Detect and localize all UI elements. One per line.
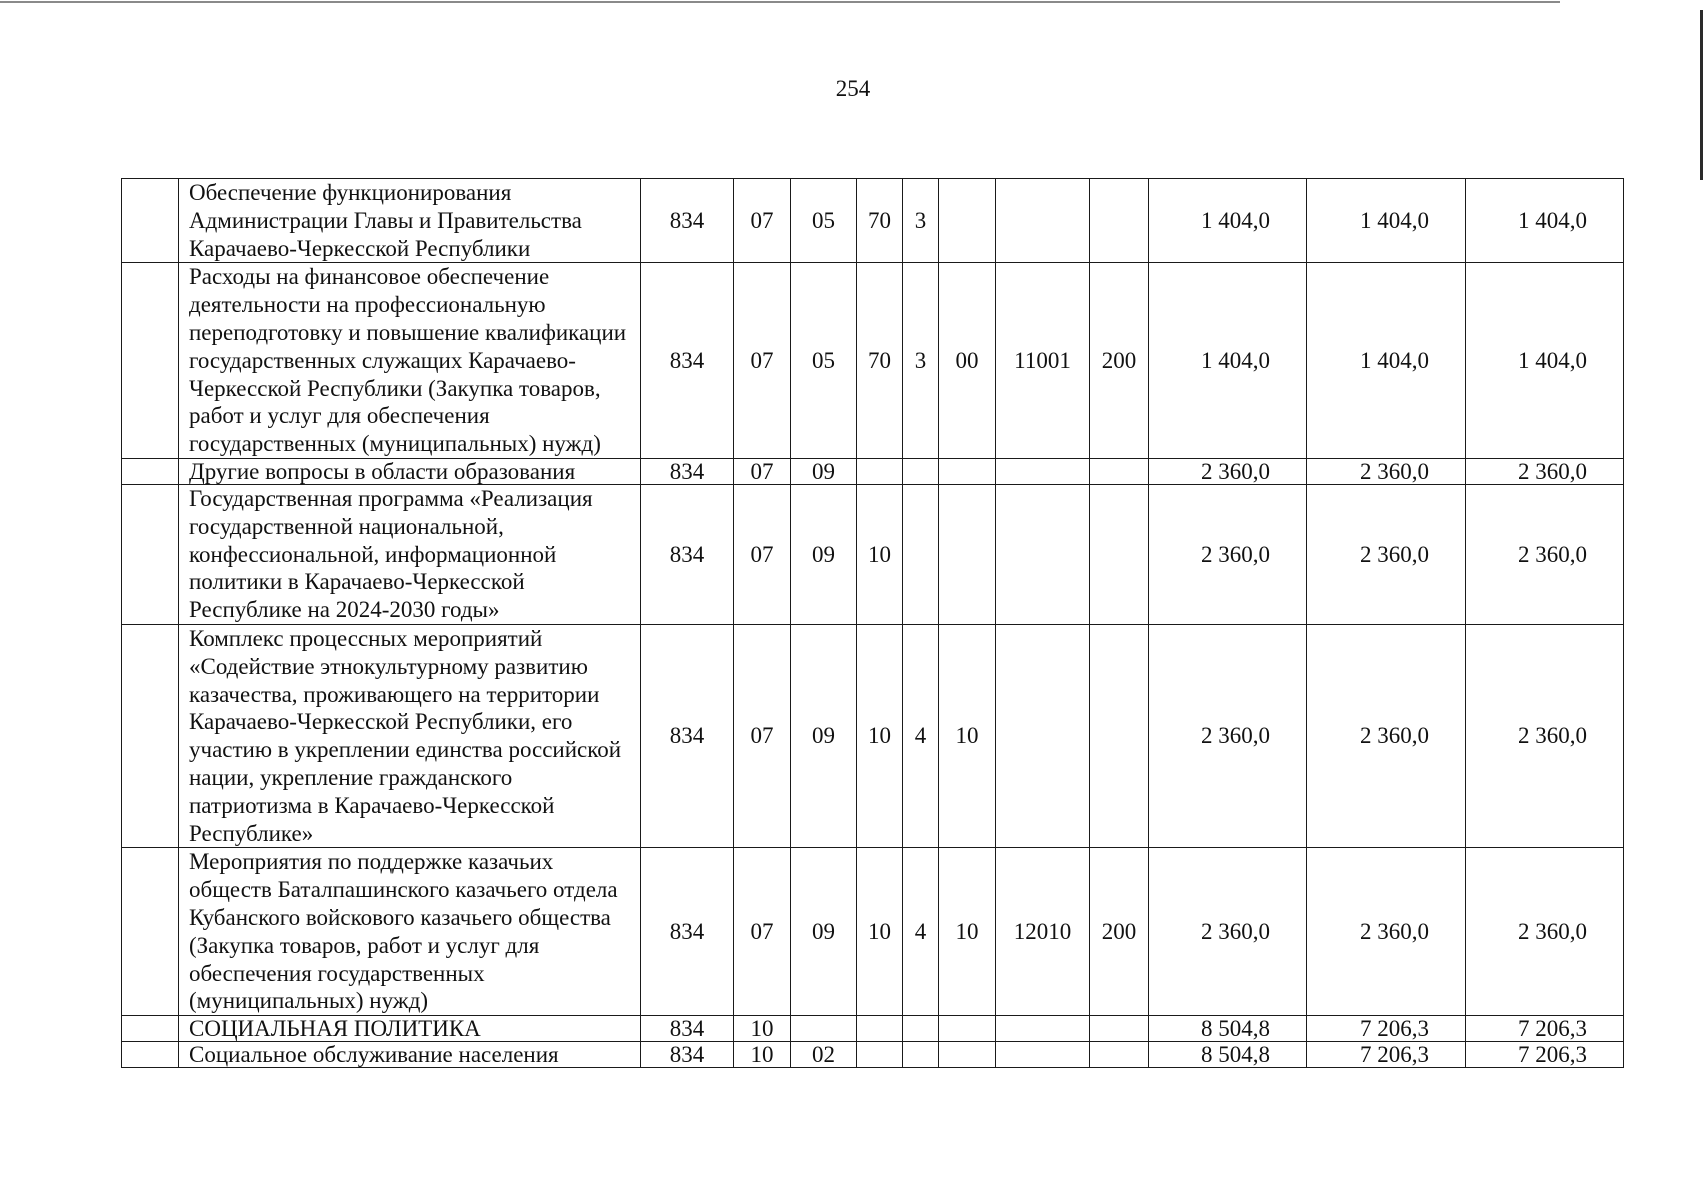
table-row [122, 1016, 1624, 1042]
amount-year3-cell: 2 360,0 [1466, 848, 1624, 1016]
subsection-code-cell: 05 [791, 263, 857, 459]
amount-year3-cell: 1 404,0 [1466, 263, 1624, 459]
amount-year1-cell: 8 504,8 [1149, 1016, 1307, 1042]
subprogram-code-cell [939, 1042, 996, 1068]
row-number-cell [122, 1016, 179, 1042]
table-row [122, 458, 1624, 484]
subsection-code-cell: 09 [791, 848, 857, 1016]
subprogram-code-cell: 00 [939, 263, 996, 459]
section-code-cell: 07 [734, 458, 791, 484]
direction-code-cell [996, 484, 1090, 624]
program-code-cell [857, 1042, 903, 1068]
amount-year2-cell: 1 404,0 [1307, 179, 1466, 263]
subprogram-code-cell: 10 [939, 624, 996, 847]
item-name-cell: Мероприятия по поддержке казачьих обществ Баталпашинского казачьего отдела Кубанского войскового казачьего общества (Закупка товаров, работ и услуг для обеспечения государственных (муниципальных) нужд) [179, 848, 641, 1016]
subsection-code-cell: 02 [791, 1042, 857, 1068]
subprogram-type-cell [903, 1042, 939, 1068]
row-number-cell [122, 1042, 179, 1068]
page-number: 254 [835, 76, 871, 101]
table-row [122, 1042, 1624, 1068]
program-code-cell: 10 [857, 848, 903, 1016]
subprogram-type-cell [903, 458, 939, 484]
subsection-code-cell: 09 [791, 458, 857, 484]
expense-type-cell [1090, 624, 1149, 847]
item-name-cell: СОЦИАЛЬНАЯ ПОЛИТИКА [179, 1016, 641, 1042]
subprogram-type-cell: 3 [903, 263, 939, 459]
item-name-cell: Обеспечение функционирования Администрации Главы и Правительства Карачаево-Черкесской Республики [179, 179, 641, 263]
direction-code-cell: 12010 [996, 848, 1090, 1016]
amount-year1-cell: 2 360,0 [1149, 848, 1307, 1016]
subprogram-code-cell [939, 458, 996, 484]
amount-year1-cell: 2 360,0 [1149, 484, 1307, 624]
amount-year3-cell: 1 404,0 [1466, 179, 1624, 263]
program-code-cell: 70 [857, 179, 903, 263]
amount-year3-cell: 2 360,0 [1466, 624, 1624, 847]
row-number-cell [122, 263, 179, 459]
direction-code-cell [996, 179, 1090, 263]
ministry-code-cell: 834 [641, 624, 734, 847]
subsection-code-cell: 05 [791, 179, 857, 263]
table-row [122, 624, 1624, 847]
subsection-code-cell [791, 1016, 857, 1042]
amount-year1-cell: 8 504,8 [1149, 1042, 1307, 1068]
amount-year2-cell: 7 206,3 [1307, 1042, 1466, 1068]
top-scan-edge [0, 1, 1560, 3]
subprogram-code-cell [939, 1016, 996, 1042]
row-number-cell [122, 179, 179, 263]
ministry-code-cell: 834 [641, 1016, 734, 1042]
table-row [122, 848, 1624, 1016]
section-code-cell: 10 [734, 1042, 791, 1068]
amount-year1-cell: 1 404,0 [1149, 179, 1307, 263]
direction-code-cell [996, 1016, 1090, 1042]
item-name-cell: Комплекс процессных мероприятий «Содействие этнокультурному развитию казачества, проживающего на территории Карачаево-Черкесской Республики, его участию в укреплении единства российской нации, укрепление гражданского патриотизма в Карачаево-Черкесской Республике» [179, 624, 641, 847]
amount-year3-cell: 2 360,0 [1466, 458, 1624, 484]
subprogram-code-cell: 10 [939, 848, 996, 1016]
direction-code-cell [996, 458, 1090, 484]
item-name-cell: Другие вопросы в области образования [179, 458, 641, 484]
subsection-code-cell: 09 [791, 484, 857, 624]
direction-code-cell [996, 624, 1090, 847]
amount-year3-cell: 2 360,0 [1466, 484, 1624, 624]
amount-year2-cell: 2 360,0 [1307, 848, 1466, 1016]
direction-code-cell [996, 1042, 1090, 1068]
amount-year2-cell: 2 360,0 [1307, 484, 1466, 624]
amount-year2-cell: 2 360,0 [1307, 624, 1466, 847]
amount-year1-cell: 1 404,0 [1149, 263, 1307, 459]
amount-year2-cell: 7 206,3 [1307, 1016, 1466, 1042]
expense-type-cell [1090, 458, 1149, 484]
expense-type-cell [1090, 484, 1149, 624]
amount-year1-cell: 2 360,0 [1149, 624, 1307, 847]
direction-code-cell: 11001 [996, 263, 1090, 459]
expense-type-cell [1090, 1016, 1149, 1042]
expense-type-cell [1090, 179, 1149, 263]
section-code-cell: 07 [734, 624, 791, 847]
ministry-code-cell: 834 [641, 484, 734, 624]
amount-year2-cell: 2 360,0 [1307, 458, 1466, 484]
ministry-code-cell: 834 [641, 848, 734, 1016]
row-number-cell [122, 484, 179, 624]
section-code-cell: 07 [734, 263, 791, 459]
section-code-cell: 07 [734, 179, 791, 263]
budget-table [121, 178, 1624, 1068]
program-code-cell: 10 [857, 624, 903, 847]
item-name-cell: Государственная программа «Реализация государственной национальной, конфессиональной, информационной политики в Карачаево-Черкесской Республике на 2024-2030 годы» [179, 484, 641, 624]
subsection-code-cell: 09 [791, 624, 857, 847]
ministry-code-cell: 834 [641, 1042, 734, 1068]
section-code-cell: 07 [734, 484, 791, 624]
section-code-cell: 07 [734, 848, 791, 1016]
table-body [122, 179, 1624, 1068]
row-number-cell [122, 458, 179, 484]
row-number-cell [122, 624, 179, 847]
amount-year2-cell: 1 404,0 [1307, 263, 1466, 459]
subprogram-code-cell [939, 179, 996, 263]
ministry-code-cell: 834 [641, 458, 734, 484]
row-number-cell [122, 848, 179, 1016]
ministry-code-cell: 834 [641, 179, 734, 263]
program-code-cell [857, 458, 903, 484]
program-code-cell: 70 [857, 263, 903, 459]
program-code-cell: 10 [857, 484, 903, 624]
table-row [122, 263, 1624, 459]
item-name-cell: Социальное обслуживание населения [179, 1042, 641, 1068]
table-row [122, 179, 1624, 263]
subprogram-code-cell [939, 484, 996, 624]
amount-year3-cell: 7 206,3 [1466, 1016, 1624, 1042]
expense-type-cell [1090, 1042, 1149, 1068]
section-code-cell: 10 [734, 1016, 791, 1042]
table-row [122, 484, 1624, 624]
item-name-cell: Расходы на финансовое обеспечение деятельности на профессиональную переподготовку и повышение квалификации государственных служащих Карачаево-Черкесской Республики (Закупка товаров, работ и услуг для обеспечения государственных (муниципальных) нужд) [179, 263, 641, 459]
amount-year1-cell: 2 360,0 [1149, 458, 1307, 484]
subprogram-type-cell: 3 [903, 179, 939, 263]
expense-type-cell: 200 [1090, 263, 1149, 459]
subprogram-type-cell: 4 [903, 848, 939, 1016]
program-code-cell [857, 1016, 903, 1042]
amount-year3-cell: 7 206,3 [1466, 1042, 1624, 1068]
expense-type-cell: 200 [1090, 848, 1149, 1016]
subprogram-type-cell [903, 484, 939, 624]
subprogram-type-cell: 4 [903, 624, 939, 847]
ministry-code-cell: 834 [641, 263, 734, 459]
subprogram-type-cell [903, 1016, 939, 1042]
